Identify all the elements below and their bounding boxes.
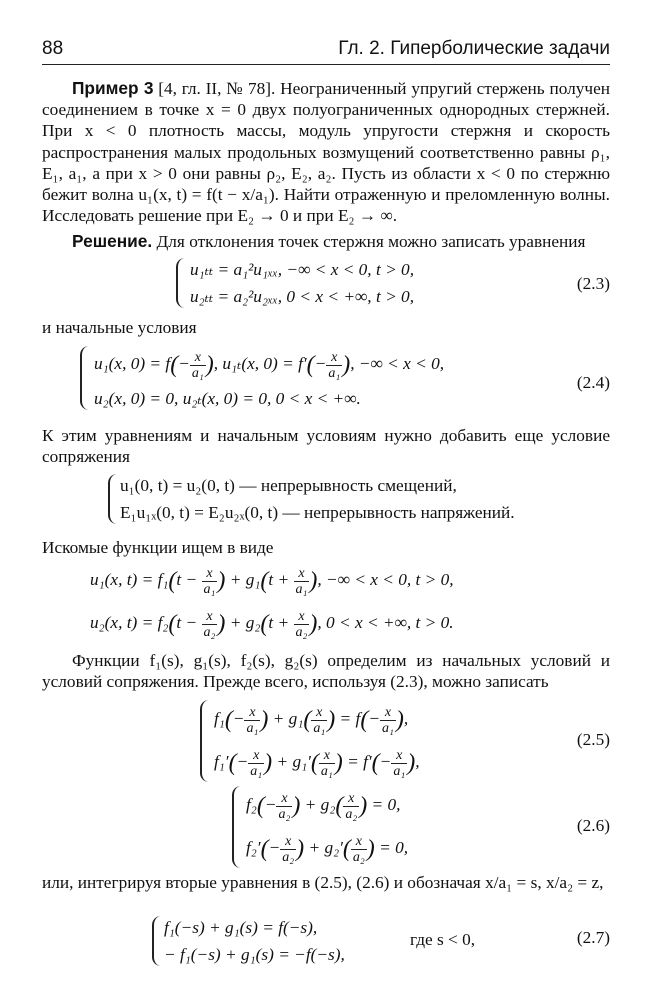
- eq-2-5-line1: f₁(− $\frac{x}{\text{a₁}}$ ) + g₁( $\frac{x}{\text{a₁}}$ ) = f(− $\frac{x}{\text{a₁}}$ ),: [214, 704, 409, 736]
- eq-number-2-7: (2.7): [576, 928, 610, 947]
- brace-2-5: [200, 700, 209, 782]
- eq-2-7-line1: f₁(−s) + g₁(s) = f(−s),: [164, 918, 318, 937]
- equation-2-6: [246, 786, 408, 868]
- initial-conditions-text: и начальные условия: [42, 318, 197, 337]
- example-label: Пример 3: [72, 78, 154, 98]
- example-text: [4, гл. II, № 78]. Неограниченный упругий стержень получен соединением в точке x = 0 двух полуограниченных однородных стержней. При x < 0 плотность массы, модуль упругости стержня и скорость распространения малых продольных возмущений соответственно равны ρ₁, E₁, a₁, а при x > 0 они равны ρ₂, E₂, a₂. Пусть из области x < 0 по стержню бежит волна u₁(x, t) = f(t − x/a₁). Найти отраженную и преломленную волны. Исследовать решение при E₂ → 0 и при E₂ → ∞.: [42, 79, 611, 226]
- eq-2-4-line2: u₂(x, 0) = 0, u₂ₜ(x, 0) = 0, 0 < x < +∞.: [94, 389, 361, 408]
- sol-line1: u₁(x, t) = f₁(t − $\frac{x}{\text{a₁}}$ ) + g₁(t + $\frac{x}{\text{a₁}}$ ), −∞ < x < 0, t > 0,: [90, 565, 454, 597]
- functions-paragraph: Функции f₁(s), g₁(s), f₂(s), g₂(s) определим из начальных условий и условий сопряжения. Прежде всего, используя (2.3), можно записать: [42, 651, 610, 692]
- integrate-paragraph: или, интегрируя вторые уравнения в (2.5), (2.6) и обозначая x/a₁ = s, x/a₂ = z,: [42, 873, 604, 892]
- equation-2-4: [94, 346, 444, 410]
- conjugation-text: К этим уравнениям и начальным условиям нужно добавить еще условие сопряжения: [42, 426, 610, 467]
- brace-2-6: [232, 786, 241, 868]
- page-header: [42, 38, 610, 64]
- eq-2-7-where: где s < 0,: [410, 930, 476, 949]
- eq-2-6-line2: f₂′(− $\frac{x}{\text{a₂}}$ ) + g₂′( $\frac{x}{\text{a₂}}$ ) = 0,: [246, 833, 409, 865]
- sol-line2: u₂(x, t) = f₂(t − $\frac{x}{\text{a₂}}$ ) + g₂(t + $\frac{x}{\text{a₂}}$ ), 0 < x < +∞, t > 0.: [90, 608, 454, 640]
- eq-2-6-line1: f₂(− $\frac{x}{\text{a₂}}$ ) + g₂( $\frac{x}{\text{a₂}}$ ) = 0,: [246, 790, 401, 822]
- solution-label: Решение.: [72, 231, 153, 251]
- eq-number-2-6: (2.6): [576, 816, 610, 835]
- eq-2-3-line1: u₁ₜₜ = a₁²u₁ₓₓ, −∞ < x < 0, t > 0,: [190, 260, 415, 279]
- eq-2-7-line2: − f₁(−s) + g₁(s) = −f(−s),: [164, 945, 345, 964]
- equation-2-3: [190, 258, 414, 308]
- page-number: 88: [42, 38, 64, 59]
- brace-2-7: [152, 916, 161, 966]
- solution-text: Для отклонения точек стержня можно записать уравнения: [152, 232, 586, 251]
- equation-2-5: [214, 700, 420, 782]
- eq-number-2-3: (2.3): [576, 274, 610, 293]
- eq-2-3-line2: u₂ₜₜ = a₂²u₂ₓₓ, 0 < x < +∞, t > 0,: [190, 287, 415, 306]
- eq-2-5-line2: f₁′(− $\frac{x}{\text{a₁}}$ ) + g₁′( $\frac{x}{\text{a₁}}$ ) = f′(− $\frac{x}{\text{a₁}}$ ),: [214, 747, 420, 779]
- equation-2-7: [164, 916, 345, 966]
- brace-2-3: [176, 258, 185, 308]
- solution-form: [90, 562, 454, 642]
- eq-number-2-5: (2.5): [576, 730, 610, 749]
- conjugation-conditions: [120, 474, 515, 524]
- brace-2-4: [80, 346, 89, 410]
- example-paragraph: [42, 78, 610, 226]
- brace-conjugation: [108, 474, 117, 524]
- eq-number-2-4: (2.4): [576, 373, 610, 392]
- seek-text: Искомые функции ищем в виде: [42, 538, 274, 557]
- header-rule: [42, 64, 610, 65]
- conj-line2: E₁u₁ₓ(0, t) = E₂u₂ₓ(0, t) — непрерывность напряжений.: [120, 503, 515, 522]
- conj-line1: u₁(0, t) = u₂(0, t) — непрерывность смещений,: [120, 476, 457, 495]
- solution-paragraph: [42, 231, 610, 252]
- running-title: Гл. 2. Гиперболические задачи: [338, 38, 610, 59]
- eq-2-4-line1: u₁(x, 0) = f(− $\frac{x}{\text{a₁}}$ ), u₁ₜ(x, 0) = f′(− $\frac{x}{\text{a₁}}$ ), −∞ < x < 0,: [94, 349, 445, 381]
